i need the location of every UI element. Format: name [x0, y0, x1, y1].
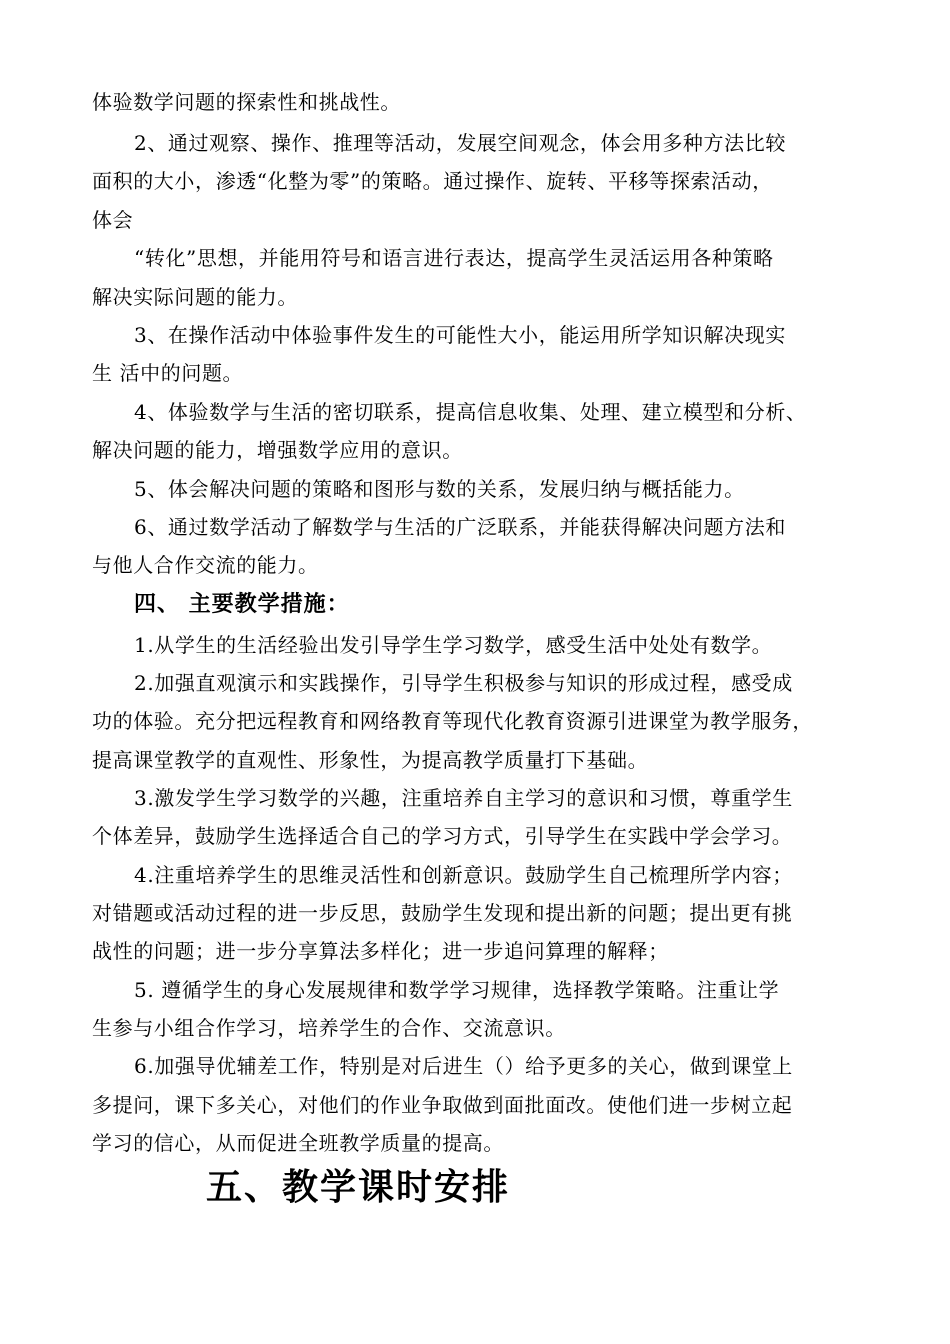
paragraph-line: 5. 遵循学生的身心发展规律和数学学习规律，选择教学策略。注重让学 [134, 978, 780, 1002]
paragraph-line: “转化”思想，并能用符号和语言进行表达，提高学生灵活运用各种策略 [134, 246, 774, 270]
paragraph-line: 体会 [92, 208, 134, 232]
section-heading-four: 四、 主要教学措施： [134, 592, 350, 617]
paragraph-line: 体验数学问题的探索性和挑战性。 [92, 90, 401, 114]
paragraph-line: 6.加强导优辅差工作，特别是对后进生（）给予更多的关心，做到课堂上 [134, 1054, 793, 1078]
paragraph-line: 个体差异，鼓励学生选择适合自己的学习方式，引导学生在实践中学会学习。 [92, 824, 793, 848]
paragraph-line: 功的体验。充分把远程教育和网络教育等现代化教育资源引进课堂为教学服务， [92, 709, 813, 733]
paragraph-line: 3.激发学生学习数学的兴趣，注重培养自主学习的意识和习惯，尊重学生 [134, 786, 793, 810]
paragraph-line: 学习的信心，从而促进全班教学质量的提高。 [92, 1131, 504, 1155]
paragraph-line: 5、体会解决问题的策略和图形与数的关系，发展归纳与概括能力。 [134, 477, 745, 501]
paragraph-line: 提高课堂教学的直观性、形象性，为提高教学质量打下基础。 [92, 748, 649, 772]
paragraph-line: 多提问，课下多关心，对他们的作业争取做到面批面改。使他们进一步树立起 [92, 1093, 793, 1117]
paragraph-line: 解决实际问题的能力。 [92, 285, 298, 309]
paragraph-line: 对错题或活动过程的进一步反思，鼓励学生发现和提出新的问题；提出更有挑 [92, 901, 793, 925]
paragraph-line: 与他人合作交流的能力。 [92, 553, 319, 577]
paragraph-line: 6、通过数学活动了解数学与生活的广泛联系，并能获得解决问题方法和 [134, 515, 786, 539]
paragraph-line: 3、在操作活动中体验事件发生的可能性大小，能运用所学知识解决现实 [134, 323, 786, 347]
paragraph-line: 1.从学生的生活经验出发引导学生学习数学，感受生活中处处有数学。 [134, 633, 773, 657]
paragraph-line: 生 活中的问题。 [92, 361, 244, 385]
paragraph-line: 4、体验数学与生活的密切联系，提高信息收集、处理、建立模型和分析、 [134, 400, 807, 424]
paragraph-line: 2、通过观察、操作、推理等活动，发展空间观念，体会用多种方法比较 [134, 131, 786, 155]
paragraph-line: 生参与小组合作学习，培养学生的合作、交流意识。 [92, 1016, 566, 1040]
paragraph-line: 4.注重培养学生的思维灵活性和创新意识。鼓励学生自己梳理所学内容； [134, 863, 793, 887]
paragraph-line: 解决问题的能力，增强数学应用的意识。 [92, 438, 463, 462]
paragraph-line: 战性的问题；进一步分享算法多样化；进一步追问算理的解释； [92, 939, 669, 963]
paragraph-line: 2.加强直观演示和实践操作，引导学生积极参与知识的形成过程，感受成 [134, 671, 793, 695]
section-heading-five: 五、教学课时安排 [206, 1167, 511, 1208]
paragraph-line: 面积的大小，渗透“化整为零”的策略。通过操作、旋转、平移等探索活动， [92, 169, 773, 193]
